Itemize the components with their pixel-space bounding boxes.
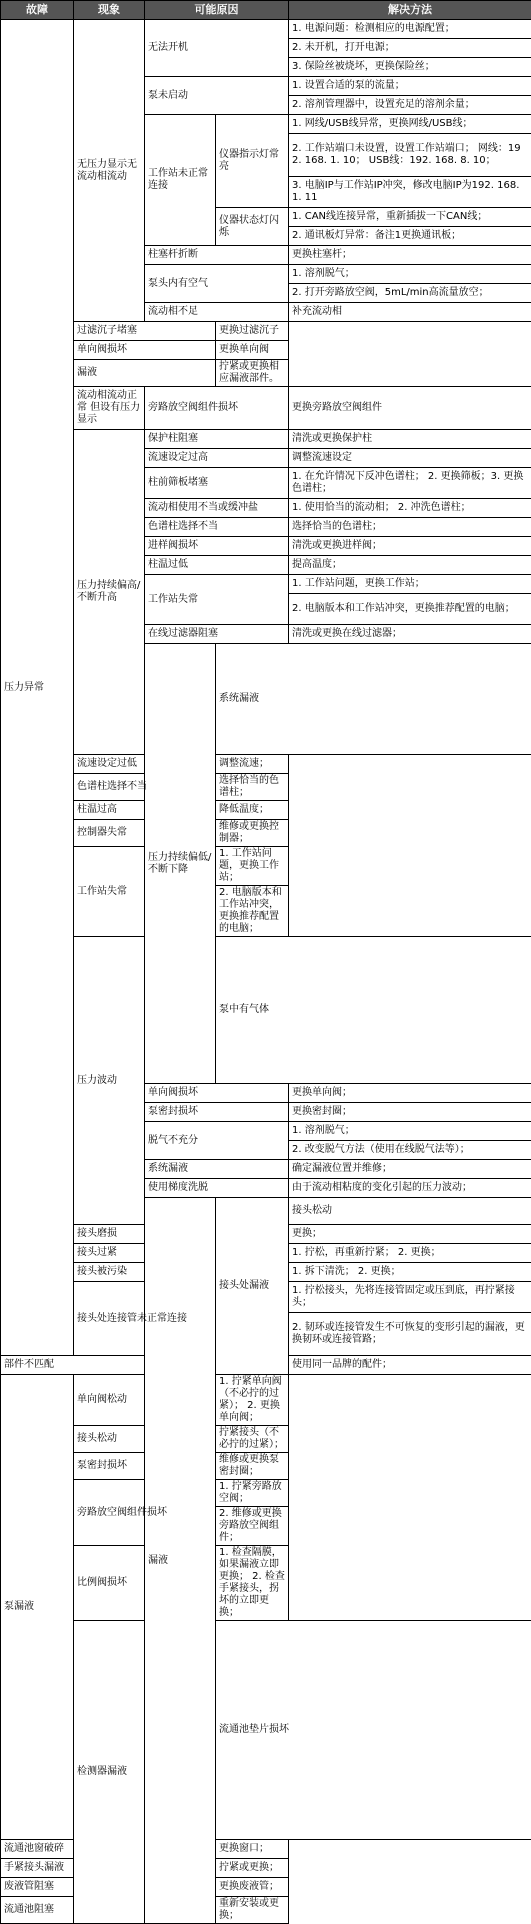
sol-s45: 拧紧或更换； <box>216 1859 289 1878</box>
cause-c27: 单向阀损坏 <box>145 1084 289 1103</box>
sol-s1c: 3. 保险丝被烧坏，更换保险丝； <box>289 58 531 77</box>
sol-s18b: 2. 电脑版本和工作站冲突，更换推荐配置的电脑； <box>289 594 531 625</box>
cause-c3b: 仪器状态灯闪烁 <box>216 208 289 246</box>
sol-s4: 更换柱塞杆； <box>289 246 531 265</box>
sol-s29a: 1. 溶剂脱气； <box>289 1122 531 1141</box>
cause-c20: 系统漏液 <box>216 644 531 755</box>
sol-s29b: 2. 改变脱气方法（使用在线脱气法等）； <box>289 1141 531 1160</box>
cause-c44: 流通池窗破碎 <box>1 1840 145 1859</box>
cause-c34: 接头过紧 <box>74 1244 216 1263</box>
cause-c11: 保护柱阻塞 <box>145 430 289 449</box>
cause-c18: 工作站失常 <box>145 575 289 625</box>
sol-s2b: 2. 溶剂管理器中，设置充足的溶剂余量； <box>289 96 531 115</box>
cause-c28: 泵密封损坏 <box>145 1103 289 1122</box>
sol-s11: 清洗或更换保护柱 <box>289 430 531 449</box>
sol-s5b: 2. 打开旁路放空阀，5mL/min高流量放空； <box>289 284 531 303</box>
sol-s3b: 2. 工作站端口未设置，设置工作站端口； 网线：192. 168. 1. 10； USB线：192. 168. 8. 10； <box>289 134 531 177</box>
header-phenomenon: 现象 <box>74 1 145 20</box>
cause-c19: 在线过滤器阻塞 <box>145 625 289 644</box>
sol-s31: 由于流动相粘度的变化引起的压力波动； <box>289 1179 531 1198</box>
header-solution: 解决方法 <box>289 1 531 20</box>
sol-s28: 更换密封圈； <box>289 1103 531 1122</box>
sol-s12: 调整流速设定 <box>289 449 531 468</box>
sol-s41a: 1. 拧紧旁路放空阀； <box>216 1480 289 1507</box>
cause-c45: 手紧接头漏液 <box>1 1859 145 1878</box>
sol-s25b: 2. 电脑版本和工作站冲突，更换推荐配置的电脑； <box>216 886 289 937</box>
sol-s36b: 2. 韧环或连接管发生不可恢复的变形引起的漏液，更换韧环或连接管路； <box>289 1313 531 1356</box>
sol-s17: 提高温度； <box>289 556 531 575</box>
sol-s19: 清洗或更换在线过滤器； <box>289 625 531 644</box>
sol-s9: 拧紧或更换相应漏液部件。 <box>216 360 289 387</box>
cause-c38: 单向阀松动 <box>74 1375 216 1426</box>
phen-low: 压力持续偏低/ 不断下降 <box>145 644 216 1084</box>
cause-c43: 流通池垫片损坏 <box>216 1621 531 1840</box>
sol-s42: 1. 检查隔膜，如果漏液立即更换； 2. 检查手紧接头，拐坏的立即更换； <box>216 1546 289 1621</box>
sol-s24: 维修或更换控制器； <box>216 820 289 847</box>
sol-s7: 更换过滤沉子 <box>216 322 289 341</box>
cause-c26: 泵中有气体 <box>216 937 531 1084</box>
sol-s25a: 1. 工作站问题，更换工作站； <box>216 847 289 886</box>
cause-c47: 流通池阻塞 <box>1 1897 145 1924</box>
cause-c40: 泵密封损坏 <box>74 1453 216 1480</box>
sol-s34: 1. 拧松，再重新拧紧； 2. 更换； <box>289 1244 531 1263</box>
cause-c4: 柱塞杆折断 <box>145 246 289 265</box>
sol-s16: 清洗或更换进样阀； <box>289 537 531 556</box>
cause-c39: 接头松动 <box>74 1426 216 1453</box>
cause-c16: 进样阀损坏 <box>145 537 289 556</box>
cause-c24: 控制器失常 <box>74 820 216 847</box>
cause-c25: 工作站失常 <box>74 847 216 937</box>
cause-c15: 色谱柱选择不当 <box>145 518 289 537</box>
sol-s27: 更换单向阀； <box>289 1084 531 1103</box>
cause-c22: 色谱柱选择不当 <box>74 774 216 801</box>
sol-s46: 更换废液管； <box>216 1878 289 1897</box>
cause-c6: 流动相不足 <box>145 303 289 322</box>
cause-c37: 部件不匹配 <box>1 1356 145 1375</box>
cause-c7: 过滤沉子堵塞 <box>74 322 216 341</box>
sol-s1b: 2. 未开机，打开电源； <box>289 39 531 58</box>
sol-s13: 1. 在允许情况下反冲色谱柱； 2. 更换筛板；3. 更换色谱柱； <box>289 468 531 499</box>
sol-s44: 更换窗口； <box>216 1840 289 1859</box>
phen-nopress: 无压力显示无流动相流动 <box>74 20 145 322</box>
fault-pressure: 压力异常 <box>1 20 74 1356</box>
cause-c17: 柱温过低 <box>145 556 289 575</box>
cause-c1: 无法开机 <box>145 20 289 77</box>
sol-s1a: 1. 电源问题：检测相应的电源配置； <box>289 20 531 39</box>
sol-s6: 补充流动相 <box>289 303 531 322</box>
sol-s14: 1. 使用恰当的流动相； 2. 冲洗色谱柱； <box>289 499 531 518</box>
phen-high: 压力持续偏高/不断升高 <box>74 430 145 755</box>
fault-leak: 漏液 <box>145 1198 216 1924</box>
sol-s3e: 2. 通讯板灯异常：备注1更换通讯板； <box>289 227 531 246</box>
sol-s38: 1. 拧紧单向阀（不必拧的过紧）； 2. 更换单向阀； <box>216 1375 289 1426</box>
sol-s8: 更换单向阀 <box>216 341 289 360</box>
sol-s23: 降低温度； <box>216 801 289 820</box>
cause-c3a: 仪器指示灯常亮 <box>216 115 289 208</box>
phen-flownopress: 流动相流动正常 但设有压力显示 <box>74 387 145 430</box>
sol-s3a: 1. 网线/USB线异常，更换网线/USB线； <box>289 115 531 134</box>
cause-c35: 接头被污染 <box>74 1263 216 1282</box>
phen-pump: 泵漏液 <box>1 1375 74 1840</box>
sol-s47: 重新安装或更换； <box>216 1897 289 1924</box>
header-cause: 可能原因 <box>145 1 289 20</box>
sol-s40: 维修或更换泵密封圈； <box>216 1453 289 1480</box>
cause-c33: 接头磨损 <box>74 1225 216 1244</box>
cause-c10: 旁路放空阀组件损坏 <box>145 387 289 430</box>
phen-fluct: 压力波动 <box>74 937 145 1225</box>
cause-c21: 流速设定过低 <box>74 755 216 774</box>
cause-c31: 使用梯度洗脱 <box>145 1179 289 1198</box>
cause-c29: 脱气不充分 <box>145 1122 289 1160</box>
sol-s5a: 1. 溶剂脱气； <box>289 265 531 284</box>
sol-s33: 更换； <box>289 1225 531 1244</box>
cause-c14: 流动相使用不当或缓冲盐 <box>145 499 289 518</box>
cause-c2: 泵未启动 <box>145 77 289 115</box>
sol-s30: 确定漏液位置并维修； <box>289 1160 531 1179</box>
cause-c5: 泵头内有空气 <box>145 265 289 303</box>
sol-s22: 选择恰当的色谱柱； <box>216 774 289 801</box>
phen-detector: 检测器漏液 <box>74 1621 145 1924</box>
sol-s10: 更换旁路放空阀组件 <box>289 387 531 430</box>
sol-s2a: 1. 设置合适的泵的流量； <box>289 77 531 96</box>
sol-s15: 选择恰当的色谱柱； <box>289 518 531 537</box>
cause-c30: 系统漏液 <box>145 1160 289 1179</box>
cause-c32: 接头松动 <box>289 1198 531 1225</box>
sol-s35: 1. 拆下清洗； 2. 更换； <box>289 1263 531 1282</box>
sol-s41b: 2. 维修或更换旁路放空阀组件； <box>216 1507 289 1546</box>
cause-c23: 柱温过高 <box>74 801 216 820</box>
cause-c3: 工作站未正常连接 <box>145 115 216 246</box>
cause-c36: 接头处连接管未正常连接 <box>74 1282 216 1356</box>
sol-s18a: 1. 工作站问题，更换工作站； <box>289 575 531 594</box>
cause-c13: 柱前筛板堵塞 <box>145 468 289 499</box>
sol-s37: 使用同一品牌的配件； <box>289 1356 531 1375</box>
header-row <box>1 1 531 20</box>
cause-c42: 比例阀损坏 <box>74 1546 216 1621</box>
cause-c12: 流速设定过高 <box>145 449 289 468</box>
cause-c8: 单向阀损坏 <box>74 341 216 360</box>
phen-joint: 接头处漏液 <box>216 1198 289 1375</box>
sol-s21: 调整流速； <box>216 755 289 774</box>
header-fault: 故障 <box>1 1 74 20</box>
sol-s36a: 1. 拧松接头，先将连接管固定或压到底，再拧紧接头； <box>289 1282 531 1313</box>
cause-c41: 旁路放空阀组件损坏 <box>74 1480 216 1546</box>
sol-s39: 拧紧接头（不必拧的过紧）； <box>216 1426 289 1453</box>
cause-c46: 废液管阻塞 <box>1 1878 145 1897</box>
sol-s3c: 3. 电脑IP与工作站IP冲突，修改电脑IP为192. 168. 1. 11 <box>289 177 531 208</box>
sol-s3d: 1. CAN线连接异常，重新插拔一下CAN线； <box>289 208 531 227</box>
cause-c9: 漏液 <box>74 360 216 387</box>
